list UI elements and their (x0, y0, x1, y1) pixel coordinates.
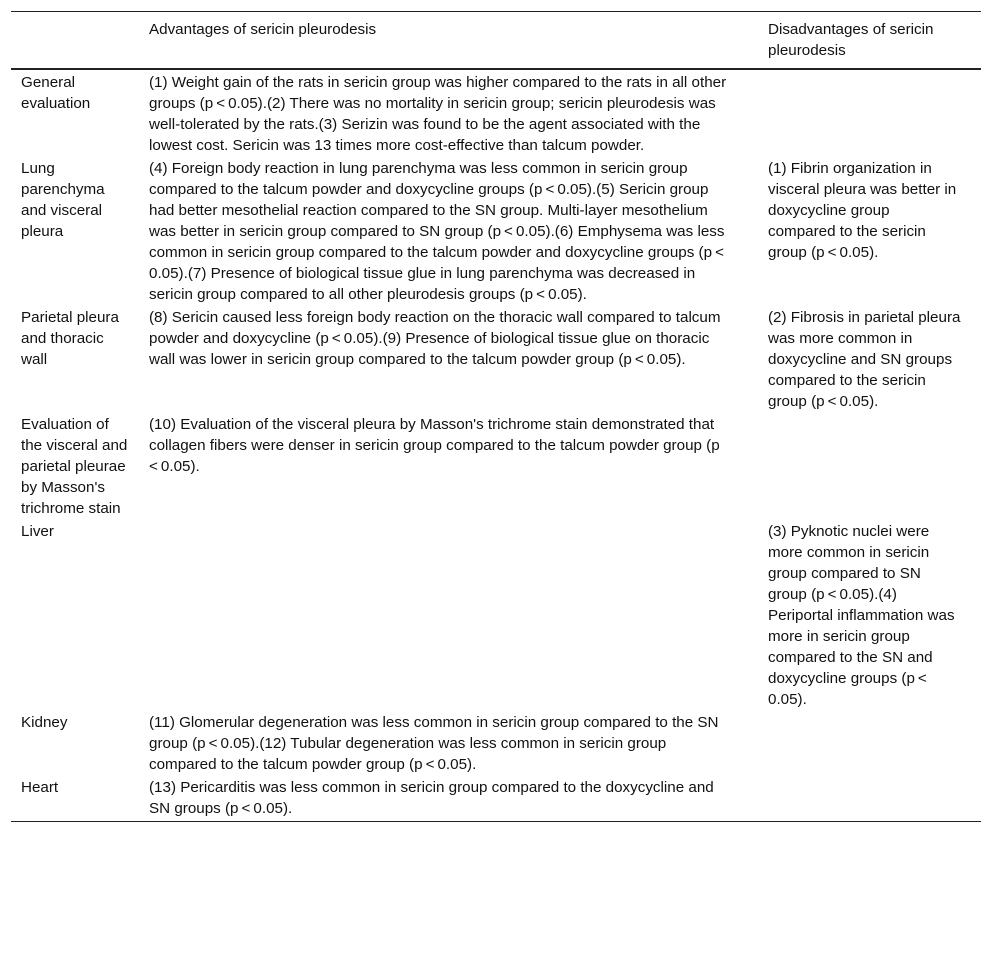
row-disadvantages (758, 69, 981, 158)
row-disadvantages (758, 712, 981, 777)
row-advantages: (13) Pericarditis was less common in sericin group compared to the doxycycline and SN groups (p < 0.05). (149, 779, 714, 817)
row-category: Heart (21, 779, 59, 796)
row-category: Liver (21, 523, 54, 540)
row-category: Kidney (21, 714, 68, 731)
row-advantages: (4) Foreign body reaction in lung parenchyma was less common in sericin group compared to the talcum powder and doxycycline groups (p < 0.05).(5) Sericin group had better mesothelial reaction compared to the SN group. Multi-layer mesothelium was better in sericin group compared to SN group (p < 0.05).(6) Emphysema was less common in sericin group compared to the talcum powder and doxycycline groups (p < 0.05).(7) Presence of biological tissue glue in lung parenchyma was decreased in sericin group compared to all other pleurodesis groups (p < 0.05). (149, 160, 728, 303)
row-advantages (139, 521, 758, 712)
table-row (11, 69, 981, 158)
row-disadvantages: (3) Pyknotic nuclei were more common in sericin group compared to SN group (p < 0.05).(4) Periportal inflammation was more in sericin group compared to the SN and doxycycline groups (p < 0.05). (768, 523, 955, 708)
header-advantages: Advantages of sericin pleurodesis (139, 12, 758, 69)
header-category (11, 12, 139, 69)
row-disadvantages (758, 414, 981, 521)
row-disadvantages (758, 777, 981, 821)
row-category: Evaluation of the visceral and parietal pleurae by Masson's trichrome stain (21, 416, 128, 517)
data-table (11, 12, 981, 821)
table-row (11, 777, 981, 821)
table-row (11, 307, 981, 414)
row-advantages: (1) Weight gain of the rats in sericin group was higher compared to the rats in all other groups (p < 0.05).(2) There was no mortality in sericin group; sericin pleurodesis was well-tolerated by the rats.(3) Serizin was found to be the agent associated with the lowest cost. Sericin was 13 times more cost-effective than talcum powder. (149, 74, 727, 154)
row-category: Lung parenchyma and visceral pleura (21, 160, 105, 240)
table-row (11, 414, 981, 521)
table-row (11, 158, 981, 307)
table-row (11, 521, 981, 712)
row-advantages: (8) Sericin caused less foreign body reaction on the thoracic wall compared to talcum powder and doxycycline (p < 0.05).(9) Presence of biological tissue glue on thoracic wall was lower in sericin group compared to the talcum powder group (p < 0.05). (149, 309, 721, 368)
row-advantages: (11) Glomerular degeneration was less common in sericin group compared to the SN group (p < 0.05).(12) Tubular degeneration was less common in sericin group compared to the talcum powder group (p < 0.05). (149, 714, 719, 773)
row-category: Parietal pleura and thoracic wall (21, 309, 119, 368)
row-disadvantages: (2) Fibrosis in parietal pleura was more common in doxycycline and SN groups compared to the sericin group (p < 0.05). (768, 309, 961, 410)
row-category: General evaluation (21, 74, 91, 112)
sericin-comparison-table (11, 11, 981, 822)
header-row (11, 12, 981, 69)
table-row (11, 712, 981, 777)
row-advantages: (10) Evaluation of the visceral pleura by Masson's trichrome stain demonstrated that collagen fibers were denser in sericin group compared to the talcum powder group (p < 0.05). (149, 416, 723, 475)
row-disadvantages: (1) Fibrin organization in visceral pleura was better in doxycycline group compared to the sericin group (p < 0.05). (768, 160, 957, 261)
header-disadvantages: Disadvantages of sericin pleurodesis (758, 12, 981, 69)
